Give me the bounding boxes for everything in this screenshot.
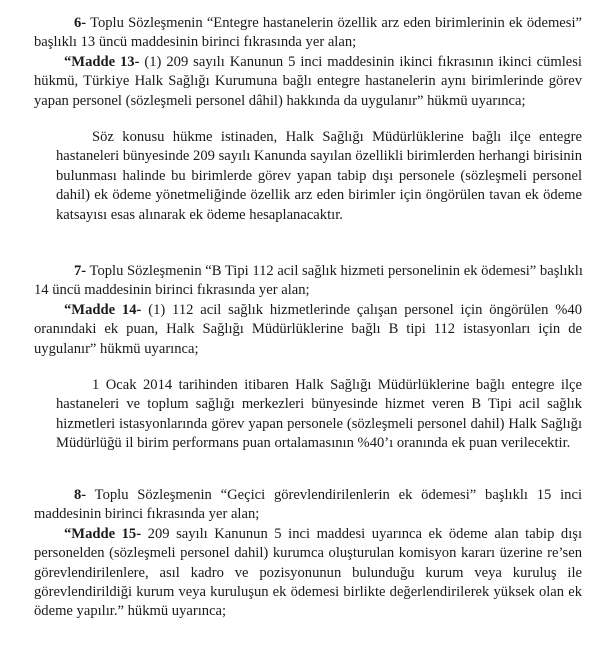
item-8-heading-text-1: Toplu Sözleşmenin “Geçici görevlendirilenlerin ek ödemesi” başlıklı 15 inci	[86, 487, 582, 503]
item-6-body-line-1: Söz konusu hükme istinaden, Halk Sağlığı Müdürlüklerine bağlı ilçe entegre	[92, 129, 582, 145]
item-8-quote-label: “Madde 15-	[64, 525, 142, 542]
item-6-body-line-5: katsayısı esas alınarak ek ödeme hesaplanacaktır.	[56, 206, 343, 223]
item-7-body	[34, 376, 582, 454]
item-8-heading-line-1	[34, 486, 582, 505]
item-6-number: 6-	[74, 15, 87, 31]
item-7-body-line-3: hizmetleri istasyonlarında görev yapan personele (sözleşmeli personel dahil) Halk Sağlığı	[56, 415, 582, 432]
item-6-body-line-3: bulunması halinde bu birimlerde görev yapan tabip dışı personele (sözleşmeli personel	[56, 167, 582, 184]
item-7-body-line-4: Müdürlüğü il birim performans puan ortalamasının %40’ı oranında ek puan verilecektir.	[56, 435, 571, 452]
item-8-heading-line-2: maddesinin birinci fıkrasında yer alan;	[34, 506, 260, 523]
item-7-heading-text-1: Toplu Sözleşmenin “B Tipi 112 acil sağlık hizmeti personelinin ek ödemesi” başlıklı	[86, 263, 583, 279]
item-8	[34, 486, 582, 622]
item-7-quote-line-2: oranındaki ek puan, Halk Sağlığı Müdürlüklerine bağlı B tipi 112 istasyonları için de	[34, 321, 582, 338]
item-6-heading-text-1: Toplu Sözleşmenin “Entegre hastanelerin özellik arz eden birimlerinin ek ödemesi”	[86, 15, 582, 31]
item-7-number: 7-	[74, 263, 87, 279]
item-6-heading-line-1	[34, 14, 582, 33]
item-7	[34, 262, 582, 359]
item-6-quote-text-1: (1) 209 sayılı Kanunun 5 inci maddesinin ikinci fıkrasının ikinci cümlesi	[139, 53, 582, 70]
item-8-quote-line-2: personelden (sözleşmeli personel dahil) kurumca oluşturulan komisyon kararı üzerine re’sen	[34, 545, 582, 562]
item-8-quote-line-1	[34, 525, 582, 544]
item-7-heading-line-1	[34, 262, 582, 281]
item-7-heading-line-2: 14 üncü maddesinin birinci fıkrasında yer alan;	[34, 282, 310, 299]
item-7-body-line-1: 1 Ocak 2014 tarihinden itibaren Halk Sağlığı Müdürlüklerine bağlı entegre ilçe	[92, 377, 582, 393]
item-8-quote-line-5: ödeme yapılır.” hükmü uyarınca;	[34, 603, 227, 620]
item-7-quote-label: “Madde 14-	[64, 301, 142, 318]
item-8-quote-line-4: görevlendirildiği kurum veya kuruluşun ek ödemesi birlikte değerlendirilerek yüksek olan ek	[34, 583, 582, 600]
item-6-heading-line-2: başlıklı 13 üncü maddesinin birinci fıkrasında yer alan;	[34, 34, 357, 51]
item-7-quote-text-1: (1) 112 acil sağlık hizmetlerinde çalışan personel için öngörülen %40	[141, 301, 582, 318]
item-6-body	[34, 128, 582, 225]
item-6-quote-label: “Madde 13-	[64, 53, 140, 70]
item-7-quote-line-3: uygulanır” hükmü uyarınca;	[34, 340, 199, 357]
item-7-body-line-2: hastaneleri ve toplum sağlığı merkezleri bünyesinde hizmet veren B Tipi acil sağlık	[56, 396, 582, 413]
item-8-quote-line-3: görevlendirilenlere, asıl kadro ve pozisyonunun bulunduğu kurum veya kuruluş ile	[34, 564, 582, 581]
item-7-quote-line-1	[34, 301, 582, 320]
item-6-quote-line-2: hükmü, Türkiye Halk Sağlığı Kurumuna bağlı entegre hastanelerin aynı birimlerinde görev	[34, 73, 582, 90]
item-6-body-line-2: hastaneleri bünyesinde 209 sayılı Kanunda sayılan özellikli birimlerden herhangi birisinin	[56, 148, 582, 165]
item-6-quote-line-1	[34, 53, 582, 72]
item-8-quote-text-1: 209 sayılı Kanunun 5 inci maddesi uyarınca ek ödeme alan tabip dışı	[141, 525, 582, 542]
item-6-body-line-4: dahil) ek ödeme yönetmeliğinde özellik arz eden birimler için öngörülen tavan ek ödeme	[56, 187, 582, 204]
item-6-quote-line-3: yapan personel (sözleşmeli personel dâhil) hakkında da uygulanır” hükmü uyarınca;	[34, 92, 526, 109]
item-6	[34, 14, 582, 111]
item-8-number: 8-	[74, 487, 87, 503]
